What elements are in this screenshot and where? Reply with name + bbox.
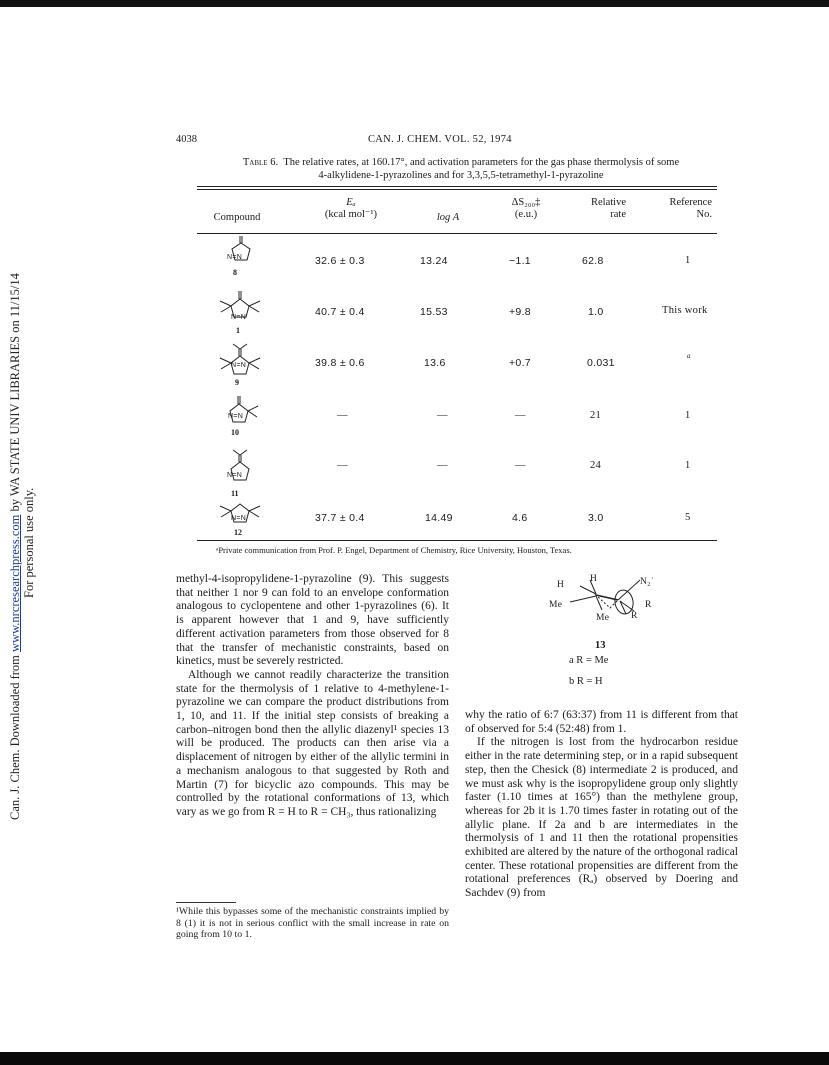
left-column [176, 573, 449, 820]
structure-1-icon [216, 290, 264, 328]
compound-number: 11 [231, 489, 239, 498]
download-watermark [0, 240, 44, 820]
scheme-h1: H [557, 580, 565, 590]
table-rule-header [197, 233, 717, 234]
ring-label: N=N [227, 472, 243, 479]
ref-value: 1 [685, 410, 691, 421]
col-header-ds: ΔS₂₀₀‡ (e.u.) [511, 197, 541, 220]
rel-value: 62.8 [582, 255, 604, 267]
ds-value: — [515, 410, 526, 421]
scan-border-top [0, 0, 829, 7]
ref-value: 1 [685, 255, 691, 266]
page-number: 4038 [176, 134, 197, 145]
right-column [465, 709, 738, 901]
ring-label: N=N [231, 362, 247, 369]
table-caption: Table 6. The relative rates, at 160.17°, and activation parameters for the gas phase thermolysis of some 4-alkylidene-1-pyrazolines and for 3,3,5,5-tetramethyl-1-pyrazoline [242, 157, 680, 181]
compound-number: 1 [236, 326, 240, 335]
loga-value: — [437, 460, 448, 471]
paragraph: methyl-4-isopropylidene-1-pyrazoline (9). This suggests that neither 1 nor 9 can fold to an envelope conformation analogous to cyclopentene and other 1-pyrazolines (6). It is apparent however that 1 and 9, have sufficiently different activation parameters from those observed for 8 that the transfer of mechanistic constraints, based on kinetics, must be severely restricted. [176, 573, 449, 668]
table-footnote: ᵃPrivate communication from Prof. P. Engel, Department of Chemistry, Rice University, Houston, Texas. [216, 545, 572, 555]
rel-value: 21 [590, 410, 602, 421]
scheme-variant-b: b R = H [569, 676, 603, 687]
compound-number: 10 [231, 428, 239, 437]
col-header-loga: log A [436, 212, 460, 223]
ea-value: — [337, 410, 348, 421]
watermark-line-2: For personal use only. [22, 487, 36, 598]
paragraph: why the ratio of 6:7 (63:37) from 11 is different from that of observed for 5:4 (52:48) from 1. [465, 709, 738, 735]
ring-label: N=N [228, 413, 244, 420]
ds-value: +9.8 [509, 306, 531, 318]
scheme-me1: Me [549, 600, 563, 610]
footnote-rule [176, 902, 236, 903]
compound-number: 12 [234, 528, 242, 537]
rel-value: 24 [590, 460, 602, 471]
ea-value: 37.7 ± 0.4 [315, 512, 365, 524]
rel-value: 0.031 [587, 357, 615, 369]
ds-value: 4.6 [512, 512, 528, 524]
running-title: CAN. J. CHEM. VOL. 52, 1974 [368, 134, 512, 145]
ea-value: 39.8 ± 0.6 [315, 357, 365, 369]
scheme-variant-a: a R = Me [569, 655, 609, 666]
ref-value: 5 [685, 512, 691, 523]
compound-number: 8 [233, 268, 237, 277]
rel-value: 3.0 [588, 512, 604, 524]
scheme-me2: Me [596, 613, 610, 623]
ds-value: +0.7 [509, 357, 531, 369]
scheme-h2: H [590, 574, 598, 584]
table-rule-top-2 [197, 189, 717, 190]
ds-value: −1.1 [509, 255, 531, 267]
col-header-compound: Compound [213, 212, 261, 223]
compound-number: 9 [235, 378, 239, 387]
ds-value: — [515, 460, 526, 471]
col-header-rel: Relative rate [591, 197, 626, 220]
table-rule-bottom [197, 540, 717, 541]
ring-label: N=N [231, 515, 247, 522]
scheme-n2: N₂˙ [640, 577, 655, 587]
ea-value: — [337, 460, 348, 471]
structure-8-icon [222, 234, 258, 268]
loga-value: 13.6 [424, 357, 446, 369]
scheme-r1: R [645, 600, 652, 610]
footnote-1: ¹While this bypasses some of the mechanistic constraints implied by 8 (1) it is not in serious conflict with the small increase in rate on going from 10 to 1. [176, 906, 449, 941]
rel-value: 1.0 [588, 306, 604, 318]
table-rule-top [197, 186, 717, 187]
ring-label: N=N [231, 314, 247, 321]
publisher-link[interactable]: www.nrcresearchpress.com [8, 514, 22, 652]
ref-value: a [687, 352, 691, 360]
col-header-ref: Reference No. [669, 197, 712, 220]
loga-value: 13.24 [420, 255, 448, 267]
ref-value: 1 [685, 460, 691, 471]
paragraph: Although we cannot readily characterize the transition state for the thermolysis of 1 relative to 4-methylene-1-pyrazoline we can compare the product distributions from 1, 10, and 11. If the initial step consists of breaking a carbon–nitrogen bond then the allylic diazenyl¹ species 13 will be produced. The products can then arise via a displacement of nitrogen by either of the allylic termini in a mechanism analogous to that suggested by Roth and Martin (7) for bicyclic azo compounds. This may be controlled by the rotational conformations of 13, which vary as we go from R = H to R = CH₃, thus rationalizing [176, 668, 449, 818]
table-label: Table 6. [242, 157, 279, 168]
ref-value: This work [662, 305, 708, 316]
ea-value: 32.6 ± 0.3 [315, 255, 365, 267]
ring-label: N=N [227, 254, 243, 261]
scheme-r2: R [631, 611, 638, 621]
page-header [176, 134, 716, 150]
col-header-ea: Eₐ (kcal mol⁻¹) [324, 197, 378, 220]
paragraph: If the nitrogen is lost from the hydrocarbon residue either in the rate determining step, or in a rapid subsequent step, then the Chesick (8) intermediate 2 is produced, and we must ask why is the isopropylidene group only slightly faster (1.10 times at 165°) than the methylene group, whereas for 2b it is 1.70 times faster in rotating out of the allylic plane. If 2a and b are intermediates in the thermolysis of 1 and 11 then the rotational propensities exhibited are altered by the nature of the orthogonal radical center. These rotational propensities are different from the rotational preferences (Rₐ) observed by Doering and Sachdev (9) from [465, 736, 739, 900]
structure-11-icon [222, 449, 258, 487]
ea-value: 40.7 ± 0.4 [315, 306, 365, 318]
scan-border-bottom [0, 1052, 829, 1065]
loga-value: 14.49 [425, 512, 453, 524]
watermark-line-1: Can. J. Chem. Downloaded from www.nrcresearchpress.com by WA STATE UNIV LIBRARIES on 11/15/14 [8, 273, 22, 820]
loga-value: 15.53 [420, 306, 448, 318]
loga-value: — [437, 410, 448, 421]
scheme-number: 13 [595, 640, 606, 651]
